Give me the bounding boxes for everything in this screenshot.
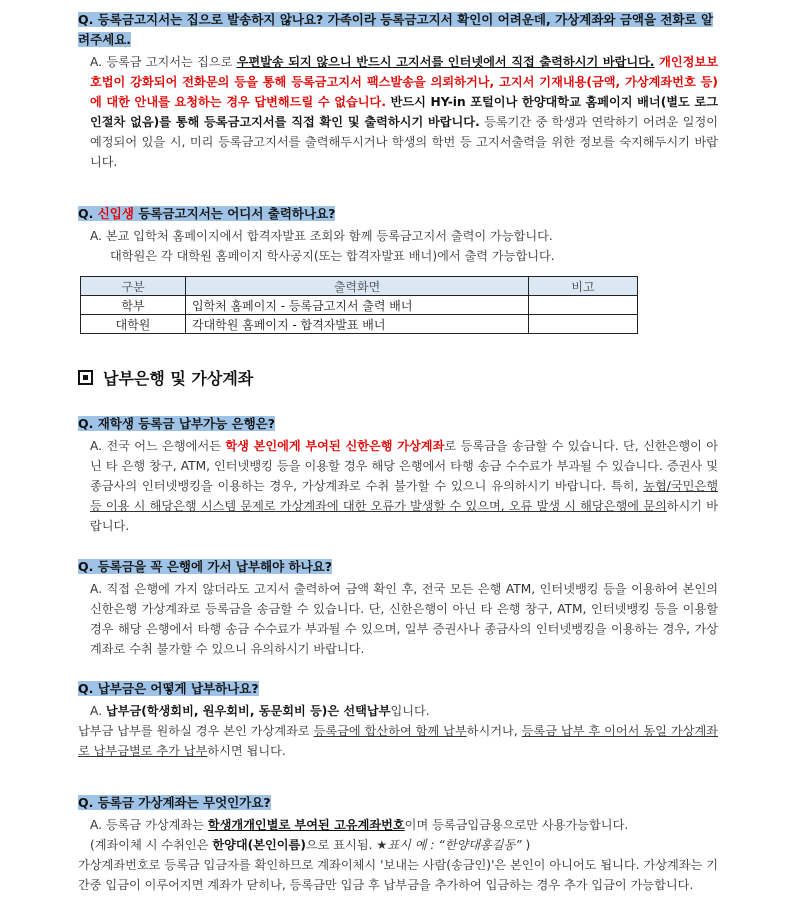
q2-title: Q. 신입생 등록금고지서는 어디서 출력하나요? <box>78 206 336 221</box>
table-row <box>81 315 638 334</box>
q6-title: Q. 등록금 가상계좌는 무엇인가요? <box>78 795 271 810</box>
q4-answer: A. 직접 은행에 가지 않더라도 고지서 출력하여 금액 확인 후, 전국 모든 은행 ATM, 인터넷뱅킹 등을 이용하여 본인의 신한은행 가상계좌로 등록금을 송금할 수 있습니다. 단, 신한은행이 아닌 타 은행 창구, ATM, 인터넷뱅킹 등을 이용할 경우 해당 은행에서 타행 송금 수수료가 부과될 수 있으며, 일부 증권사나 종금사의 인터넷뱅킹을 이용하는 경우, 가상계좌로 수취 불가할 수 있으니 유의하시기 바랍니다. <box>90 582 718 656</box>
q4-title: Q. 등록금을 꼭 은행에 가서 납부해야 하나요? <box>78 559 333 574</box>
q3-answer: A. 전국 어느 은행에서든 학생 본인에게 부여된 신한은행 가상계좌로 등록금을 송금할 수 있습니다. 단, 신한은행이 아닌 타 은행 창구, ATM, 인터넷뱅킹 등을 이용할 경우 해당 은행에서 타행 송금 수수료가 부과될 수 있습니다. 증권사 및 종금사의 인터넷뱅킹을 이용하는 경우, 가상계좌로 수취 불가할 수 있으니 유의하시기 바랍니다. 특히, 농협/국민은행 등 이용 시 해당은행 시스템 문제로 가상계좌에 대한 오류가 발생할 수 있으며, 오류 발생 시 해당은행에 문의하시기 바랍니다. <box>90 439 719 533</box>
q2-answer-line2: 대학원은 각 대학원 홈페이지 학사공지(또는 합격자발표 배너)에서 출력 가능합니다. <box>110 249 555 263</box>
q5-answer: A. 납부금(학생회비, 원우회비, 동문회비 등)은 선택납부입니다. 납부금 납부를 원하실 경우 본인 가상계좌로 등록금에 합산하여 함께 납부하시거나, 등록금 납부 후 이어서 동일 가상계좌로 납부금별로 추가 납부하시면 됩니다. <box>78 704 718 758</box>
q6-answer: A. 등록금 가상계좌는 학생개개인별로 부여된 고유계좌번호이며 등록금입금용으로만 사용가능합니다. (계좌이체 시 수취인은 한양대(본인이름)으로 표시됨. ★표시 예 : “한양대홍길동” ) 가상계좌번호로 등록금 입금자를 확인하므로 계좌이체시 '보내는 사람(송금인)'은 본인이 아니어도 됩니다. 가상계좌는 기간중 입금이 이루어지면 계좌가 닫히나, 등록금만 입금 후 납부금을 추가하여 입금하는 경우 추가 입금이 가능합니다. <box>78 818 718 892</box>
table-cell: 대학원 <box>81 315 186 334</box>
square-bullet-icon <box>78 370 93 385</box>
section-heading: 납부은행 및 가상계좌 <box>78 366 253 389</box>
q5-title: Q. 납부금은 어떻게 납부하나요? <box>78 681 259 696</box>
table-header: 비고 <box>529 277 638 296</box>
table-cell <box>529 315 638 334</box>
table-cell: 학부 <box>81 296 186 315</box>
table-cell: 각대학원 홈페이지 - 합격자발표 배너 <box>186 315 529 334</box>
table-header: 출력화면 <box>186 277 529 296</box>
q3-title: Q. 재학생 등록금 납부가능 은행은? <box>78 416 276 431</box>
table-cell: 입학처 홈페이지 - 등록금고지서 출력 배너 <box>186 296 529 315</box>
table-header: 구분 <box>81 277 186 296</box>
print-location-table <box>80 276 638 334</box>
q1-title: Q. 등록금고지서는 집으로 발송하지 않나요? 가족이라 등록금고지서 확인이 어려운데, 가상계좌와 금액을 전화로 알려주세요. <box>78 12 714 47</box>
table-cell <box>529 296 638 315</box>
table-row <box>81 296 638 315</box>
q2-answer-line1: A. 본교 입학처 홈페이지에서 합격자발표 조회와 함께 등록금고지서 출력이 가능합니다. <box>90 229 553 243</box>
q1-answer: A. 등록금 고지서는 집으로 우편발송 되지 않으니 반드시 고지서를 인터넷에서 직접 출력하시기 바랍니다. 개인정보보호법이 강화되어 전화문의 등을 통해 등록금고지서 팩스발송을 의뢰하거나, 고지서 기재내용(금액, 가상계좌번호 등)에 대한 안내를 요청하는 경우 답변해드릴 수 없습니다. 반드시 HY-in 포털이나 한양대학교 홈페이지 배너(별도 로그인절차 없음)를 통해 등록금고지서를 직접 확인 및 출력하시기 바랍니다. 등록기간 중 학생과 연락하기 어려운 일정이 예정되어 있을 시, 미리 등록금고지서를 출력해두시거나 학생의 학번 등 고지서출력을 위한 정보를 숙지해두시기 바랍니다. <box>90 55 718 169</box>
